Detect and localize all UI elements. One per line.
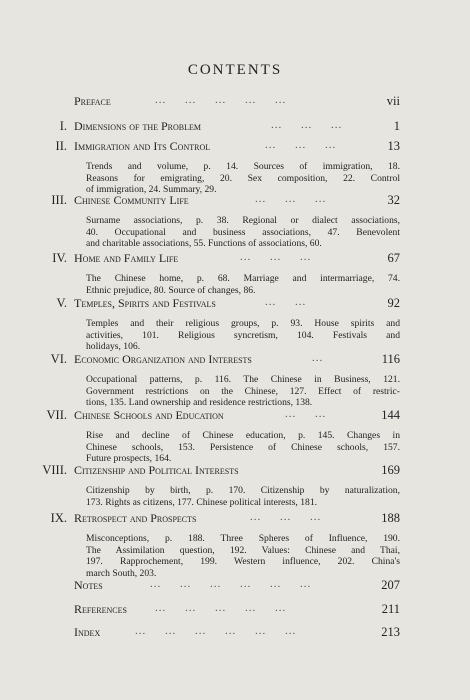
toc-entry-row [0,119,470,135]
dot-leader: ... ... ... [255,193,327,205]
toc-entry [0,625,470,641]
chapter-summary [86,161,400,196]
toc-entry-row [0,193,470,209]
toc-entry [0,578,470,594]
dot-leader: ... [312,352,324,364]
toc-entry [0,352,470,408]
toc-entry-row [0,352,470,368]
toc-entry-row [0,511,470,527]
toc-entry-row [0,625,470,641]
toc-entry [0,94,470,110]
page-number: 207 [381,578,400,592]
chapter-summary [86,533,400,579]
summary-line: 173. Rights as citizens, 177. Chinese political interests, 181. [86,496,318,508]
chapter-summary [86,318,400,353]
summary-line: activities, 101. Religious syncretism, 104. Festivals and [86,329,400,341]
page-number: 32 [387,193,400,207]
chapter-number: VIII. [42,463,67,477]
toc-entry-row [0,139,470,155]
chapter-title: Dimensions of the Problem [74,119,202,133]
chapter-title: Citizenship and Political Interests [74,463,239,477]
chapter-number: IV. [52,251,67,265]
toc-entry [0,602,470,618]
page-number: 169 [381,463,400,477]
toc-entry-row [0,578,470,594]
chapter-title: Chinese Community Life [74,193,189,207]
summary-line: Trends and volume, p. 14. Sources of immigration, 18. [86,161,400,172]
toc-entry [0,296,470,352]
toc-entry [0,408,470,464]
page-number: 92 [387,296,400,310]
summary-line: 40. Occupational and business associations, 47. Benevolent [86,226,400,238]
chapter-summary [86,215,400,250]
summary-line: 197. Rapprochement, 199. Western influence, 202. China's [86,556,400,567]
page-number: vii [386,94,400,108]
chapter-title: Preface [74,94,111,108]
toc-entry-row [0,408,470,424]
summary-line: Surname associations, p. 38. Regional or dialect associations, [86,215,400,226]
chapter-summary [86,485,400,508]
summary-line: tions, 135. Land ownership and residence restrictions, 138. [86,397,313,408]
page-number: 144 [381,408,400,422]
chapter-number: IX. [50,511,67,525]
chapter-number: VII. [46,408,67,422]
dot-leader: ... ... ... [250,511,322,523]
dot-leader: ... ... ... [240,251,312,263]
toc-entry-row [0,602,470,618]
summary-line: Citizenship by birth, p. 170. Citizenship by naturalization, [86,485,400,496]
chapter-number: I. [59,119,67,133]
toc-entry [0,193,470,249]
summary-line: Rise and decline of Chinese education, p. 145. Changes in [86,430,400,441]
dot-leader: ... ... ... ... ... ... [150,578,312,590]
page-title: CONTENTS [187,62,283,78]
chapter-title: Temples, Spirits and Festivals [74,296,216,310]
toc-entry [0,251,470,296]
toc-entry-row [0,463,470,479]
dot-leader: ... ... ... ... ... [155,94,287,106]
chapter-number: II. [55,139,67,153]
dot-leader: ... ... [265,296,307,308]
chapter-title: References [74,602,127,616]
summary-line: Occupational patterns, p. 116. The Chinese in Business, 121. [86,374,400,385]
dot-leader: ... ... ... [265,139,337,151]
chapter-title: Retrospect and Prospects [74,511,197,525]
chapter-title: Chinese Schools and Education [74,408,224,422]
summary-line: Temples and their religious groups, p. 93. House spirits and [86,318,400,329]
page-number: 13 [387,139,400,153]
dot-leader: ... ... [285,408,327,420]
page-number: 211 [381,602,400,616]
summary-line: Misconceptions, p. 188. Three Spheres of Influence, 190. [86,533,400,544]
chapter-summary [86,273,400,296]
toc-entry-row [0,94,470,110]
summary-line: Future prospects, 164. [86,453,172,464]
summary-line: The Chinese home, p. 68. Marriage and intermarriage, 74. [86,273,400,284]
chapter-number: VI. [50,352,67,366]
dot-leader: ... ... ... ... ... [155,602,287,614]
summary-line: holidays, 106. [86,341,141,352]
summary-line: Chinese schools, 153. Persistence of Chinese schools, 157. [86,441,400,453]
toc-entry-row [0,296,470,312]
chapter-title: Economic Organization and Interests [74,352,252,366]
summary-line: march South, 203. [86,567,157,579]
toc-entry [0,511,470,579]
toc-entry [0,139,470,195]
page-number: 67 [387,251,400,265]
summary-line: and charitable associations, 55. Functions of associations, 60. [86,238,322,249]
page-number: 213 [381,625,400,639]
summary-line: Government restrictions on the Chinese, 127. Effect of restric- [86,385,400,397]
chapter-summary [86,430,400,465]
chapter-number: V. [56,296,67,310]
chapter-summary [86,374,400,409]
dot-leader: ... ... ... ... ... ... [135,625,297,637]
chapter-title: Index [74,625,101,639]
chapter-title: Home and Family Life [74,251,179,265]
toc-entry [0,119,470,135]
summary-line: of immigration, 24. Summary, 29. [86,184,217,195]
page-number: 1 [393,119,400,133]
page-number: 188 [381,511,400,525]
summary-line: Reasons for emigrating, 20. Sex composition, 22. Control [86,172,400,184]
toc-entry [0,463,470,508]
dot-leader: ... ... ... [271,119,343,131]
chapter-title: Immigration and Its Control [74,139,211,153]
chapter-title: Notes [74,578,103,592]
summary-line: Ethnic prejudice, 80. Source of changes, 86. [86,284,256,296]
chapter-number: III. [51,193,67,207]
page-number: 116 [381,352,400,366]
summary-line: The Assimilation question, 192. Values: Chinese and Thai, [86,544,400,556]
toc-entry-row [0,251,470,267]
